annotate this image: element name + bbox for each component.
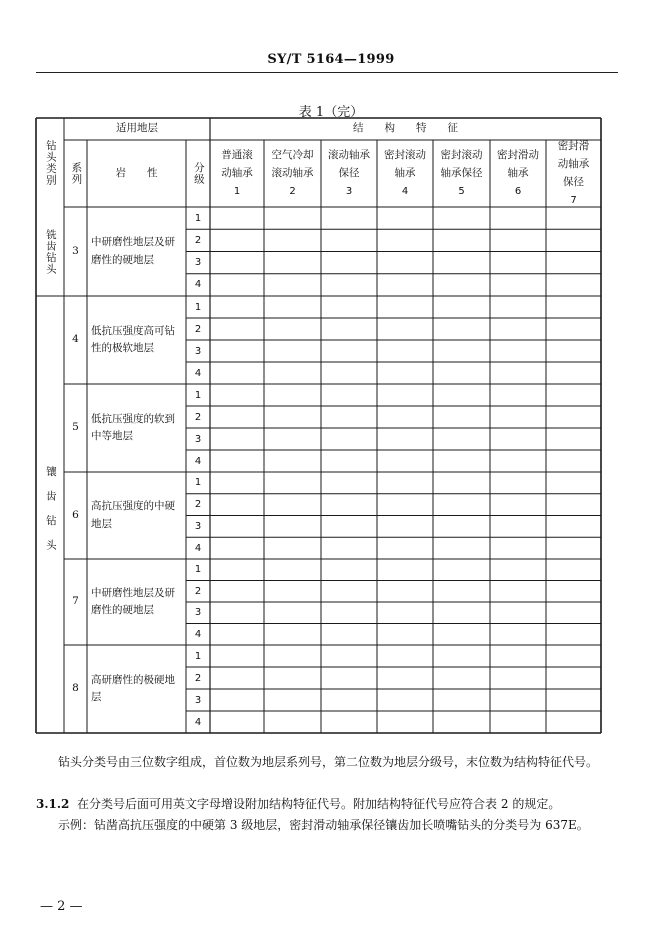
structure-column-header <box>433 140 490 207</box>
example-text: 示例：钻凿高抗压强度的中硬第 3 级地层，密封滑动轴承保径镶齿加长喷嘴钻头的分类号为 637E。 <box>58 818 589 832</box>
structure-column-header <box>321 140 377 207</box>
structure-column-label: 空气冷却滚动轴承 <box>271 149 314 179</box>
structure-column-header <box>264 140 321 207</box>
series-number: 3 <box>72 244 79 257</box>
structure-column-label: 密封滚动轴承 <box>384 149 426 179</box>
grade-number: 4 <box>194 455 202 467</box>
series-number: 5 <box>72 421 79 434</box>
grade-number: 2 <box>194 585 202 597</box>
header-series: 系列 <box>70 162 83 185</box>
structure-column-code: 6 <box>514 185 522 197</box>
clause-text: 在分类号后面可用英文字母增设附加结构特征代号。附加结构特征代号应符合表 2 的规定。 <box>77 797 561 811</box>
structure-column-code: 2 <box>289 185 296 197</box>
grade-number: 4 <box>194 542 202 554</box>
structure-column-label: 密封滑动轴承保径 <box>557 140 590 188</box>
series-number: 4 <box>72 333 79 346</box>
grade-number: 1 <box>194 650 202 662</box>
lithology-description: 高抗压强度的中硬地层 <box>91 500 175 530</box>
structure-column-label: 密封滑动轴承 <box>497 149 539 179</box>
grade-number: 3 <box>194 345 202 357</box>
clause-3-1-2 <box>36 794 606 815</box>
grade-number: 2 <box>194 672 202 684</box>
grade-number: 3 <box>194 433 202 445</box>
page-number: — 2 — <box>40 899 83 914</box>
structure-column-code: 3 <box>345 185 353 197</box>
header-structure-features: 结 构 特 征 <box>353 122 458 135</box>
grade-number: 2 <box>194 323 202 335</box>
lithology-description: 中研磨性地层及研磨性的硬地层 <box>91 586 175 616</box>
grade-number: 1 <box>194 301 202 313</box>
structure-column-code: 1 <box>233 185 241 197</box>
structure-column-code: 5 <box>458 185 465 197</box>
lithology-description: 中研磨性地层及研磨性的硬地层 <box>91 236 175 266</box>
category-milled-tooth: 铣齿钻头 <box>44 228 57 275</box>
grade-number: 3 <box>194 257 202 269</box>
structure-column-label: 滚动轴承保径 <box>328 149 370 179</box>
grade-number: 4 <box>194 716 202 728</box>
series-number: 8 <box>72 682 79 695</box>
structure-column-header <box>490 140 546 207</box>
category-insert-tooth: 镶齿钻头 <box>44 465 57 564</box>
grade-number: 1 <box>194 212 202 224</box>
header-grade: 分级 <box>192 162 205 185</box>
grade-number: 3 <box>194 607 202 619</box>
grade-number: 2 <box>194 234 202 246</box>
structure-column-label: 密封滚动轴承保径 <box>440 149 483 179</box>
structure-column-header <box>546 140 601 207</box>
grade-number: 2 <box>194 411 202 423</box>
grade-number: 4 <box>194 279 202 291</box>
series-number: 7 <box>72 595 79 608</box>
grade-number: 4 <box>194 628 202 640</box>
structure-column-header <box>210 140 264 207</box>
structure-column-label: 普通滚动轴承 <box>221 149 253 179</box>
grade-number: 1 <box>194 564 202 576</box>
structure-column-code: 4 <box>401 185 409 197</box>
grade-number: 3 <box>194 520 202 532</box>
lithology-description: 低抗压强度的软到中等地层 <box>91 412 175 442</box>
header-bit-category: 钻头类别 <box>44 139 57 186</box>
lithology-description: 高研磨性的极硬地层 <box>91 673 175 703</box>
structure-column-header <box>377 140 433 207</box>
grade-number: 4 <box>194 367 202 379</box>
header-applicable-formation: 适用地层 <box>116 122 158 135</box>
paragraph-numbering: 钻头分类号由三位数字组成，首位数为地层系列号，第二位数为地层分级号，末位数为结构特征代号。 <box>58 755 599 769</box>
series-number: 6 <box>72 508 79 521</box>
header-lithology: 岩 性 <box>115 166 158 179</box>
lithology-description: 低抗压强度高可钻性的极软地层 <box>91 324 175 354</box>
grade-number: 3 <box>194 694 202 706</box>
grade-number: 1 <box>194 389 202 401</box>
structure-column-code: 7 <box>570 194 577 206</box>
grade-number: 1 <box>194 477 202 489</box>
clause-number: 3.1.2 <box>36 797 70 811</box>
table-title: 表 1（完） <box>298 105 364 120</box>
standard-code: SY/T 5164—1999 <box>267 52 395 67</box>
grade-number: 2 <box>194 499 202 511</box>
